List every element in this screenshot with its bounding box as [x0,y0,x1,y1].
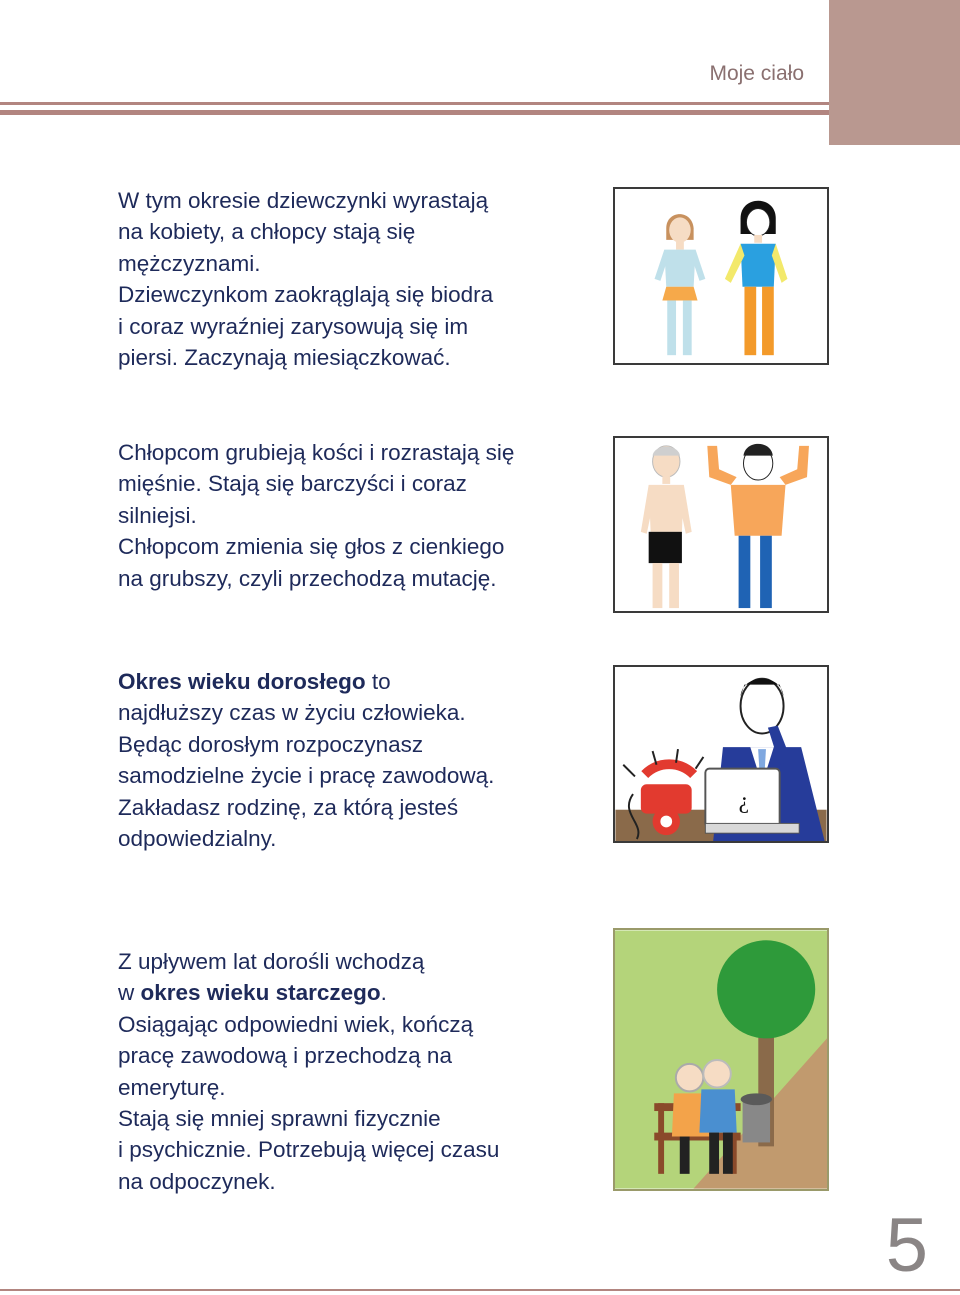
text-line-lead [118,666,568,697]
line-suffix: . [380,980,387,1006]
footer-rule [0,1289,960,1291]
line-prefix: w [118,980,141,1006]
text-line: Z upływem lat dorośli wchodzą [118,949,425,974]
text-line: Chłopcom zmienia się głos z cienkiego [118,534,505,560]
bold-term: Okres wieku dorosłego [118,669,366,694]
text-line: Stają się mniej sprawni fizycznie [118,1106,441,1132]
text-line: mięśnie. Stają się barczyści i coraz [118,471,467,497]
text-line: Dziewczynkom zaokrąglają się biodra [118,282,494,308]
text-line: odpowiedzialny. [118,826,277,852]
section-adulthood [118,666,568,854]
corner-tab [829,0,960,145]
bold-term: okres wieku starczego [140,980,381,1006]
section-puberty-girls [118,185,568,373]
illustration-boys [613,436,829,613]
text-line: emeryturę. [118,1074,226,1100]
text-line: i coraz wyraźniej zarysowują się im [118,313,469,339]
illustration-girls [613,187,829,365]
section-puberty-boys [118,437,568,594]
header-title: Moje ciało [709,62,804,85]
text-line: piersi. Zaczynają miesiączkować. [118,345,451,371]
header-rule-bottom [0,110,829,115]
text-line: Osiągając odpowiedni wiek, kończą [118,1011,474,1037]
text-line: W tym okresie dziewczynki wyrastają [118,188,489,213]
section-old-age [118,946,568,1197]
text-line: na odpoczynek. [118,1168,276,1194]
text-line: samodzielne życie i pracę zawodową. [118,763,495,789]
text-line-mixed [118,977,568,1008]
text-line: pracę zawodową i przechodzą na [118,1043,452,1069]
text-line: Chłopcom grubieją kości i rozrastają się [118,440,515,465]
lead-rest: to [365,669,391,694]
page-number: 5 [885,1203,928,1288]
svg-text:¿: ¿ [738,787,750,814]
text-line: Będąc dorosłym rozpoczynasz [118,731,424,757]
text-line: i psychicznie. Potrzebują więcej czasu [118,1137,500,1163]
text-line: mężczyznami. [118,250,261,276]
illustration-elderly-couple [613,928,829,1191]
text-line: Zakładasz rodzinę, za którą jesteś [118,794,459,820]
text-line: na kobiety, a chłopcy stają się [118,219,416,245]
header-rule-top [0,102,829,105]
text-line: najdłuższy czas w życiu człowieka. [118,700,466,726]
illustration-office-worker [613,665,829,843]
text-line: na grubszy, czyli przechodzą mutację. [118,565,497,591]
text-line: silniejsi. [118,502,197,528]
